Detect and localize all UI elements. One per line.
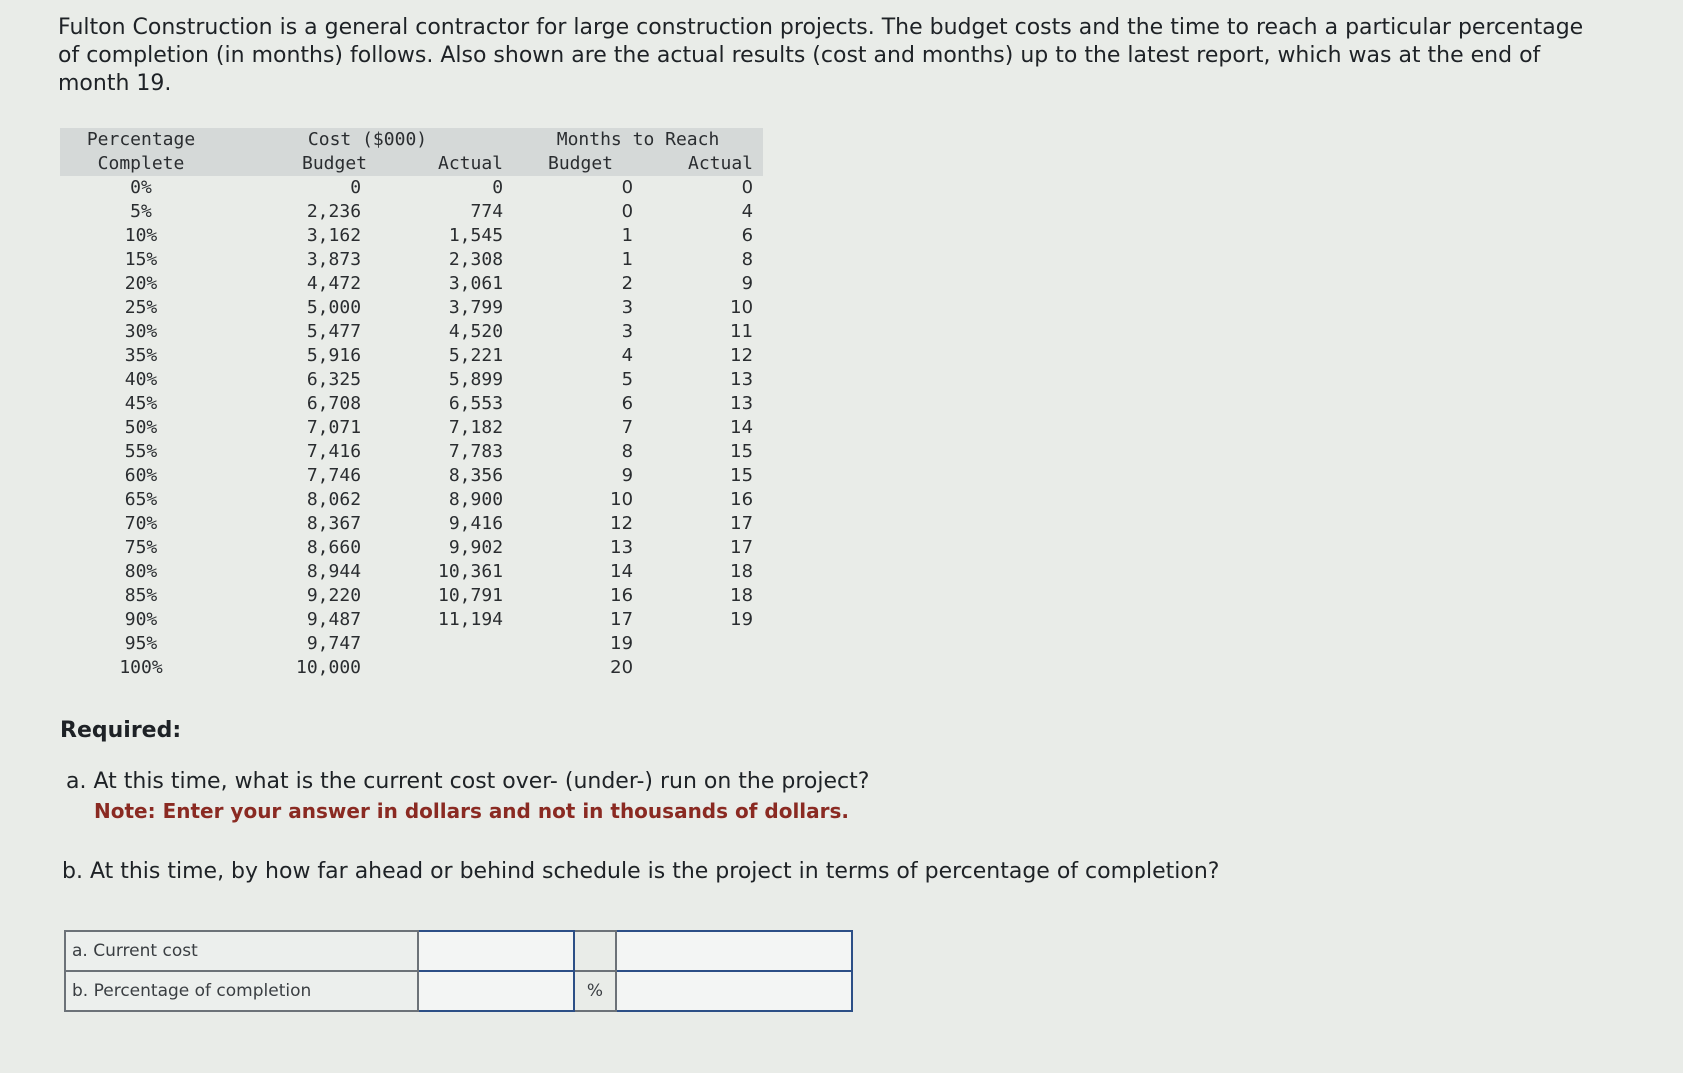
question-a-note: Note: Enter your answer in dollars and not in thousands of dollars. bbox=[94, 799, 850, 823]
cost-budget-header: Budget bbox=[222, 152, 373, 176]
actual-months-cell: 18 bbox=[730, 585, 754, 606]
percentage-cell: 10% bbox=[124, 225, 158, 246]
budget-cost-cell: 8,062 bbox=[306, 489, 362, 510]
actual-cost-cell: 4,520 bbox=[448, 321, 504, 342]
months-budget-header: Budget bbox=[513, 152, 643, 176]
budget-cost-cell: 8,367 bbox=[306, 513, 362, 534]
table-row bbox=[60, 344, 763, 368]
budget-months-cell: 0 bbox=[621, 201, 634, 222]
budget-cost-cell: 3,162 bbox=[306, 225, 362, 246]
actual-cost-cell: 10,361 bbox=[438, 561, 504, 582]
budget-cost-cell: 5,477 bbox=[306, 321, 362, 342]
actual-cost-cell bbox=[373, 632, 513, 656]
percent-unit: % bbox=[574, 971, 616, 1011]
table-row bbox=[60, 224, 763, 248]
actual-cost-cell: 8,900 bbox=[448, 489, 504, 510]
header-row-2 bbox=[60, 152, 763, 176]
actual-months-cell: 18 bbox=[730, 561, 754, 582]
budget-cost-cell: 3,873 bbox=[306, 249, 362, 270]
table-row bbox=[60, 464, 763, 488]
budget-months-cell: 5 bbox=[621, 369, 634, 390]
actual-months-cell: 6 bbox=[741, 225, 754, 246]
percentage-answer-cell bbox=[616, 971, 852, 1011]
percentage-cell: 35% bbox=[124, 345, 158, 366]
percentage-cell: 15% bbox=[124, 249, 158, 270]
cost-group-header: Cost ($000) bbox=[222, 128, 513, 152]
actual-cost-cell: 7,182 bbox=[448, 417, 504, 438]
table-row bbox=[60, 536, 763, 560]
actual-cost-cell: 11,194 bbox=[438, 609, 504, 630]
budget-cost-cell: 6,325 bbox=[306, 369, 362, 390]
table-row bbox=[60, 584, 763, 608]
table-row bbox=[60, 200, 763, 224]
budget-cost-cell: 5,916 bbox=[306, 345, 362, 366]
budget-cost-cell: 9,747 bbox=[306, 633, 362, 654]
actual-cost-cell: 3,061 bbox=[448, 273, 504, 294]
budget-months-cell: 17 bbox=[610, 609, 634, 630]
actual-cost-cell bbox=[373, 656, 513, 680]
budget-cost-cell: 8,944 bbox=[306, 561, 362, 582]
percentage-cell: 80% bbox=[124, 561, 158, 582]
actual-months-cell: 19 bbox=[730, 609, 754, 630]
budget-cost-cell: 7,416 bbox=[306, 441, 362, 462]
percentage-answer-input[interactable] bbox=[619, 977, 849, 1005]
budget-months-cell: 3 bbox=[621, 321, 634, 342]
budget-months-cell: 3 bbox=[621, 297, 634, 318]
actual-cost-cell: 10,791 bbox=[438, 585, 504, 606]
actual-months-cell bbox=[643, 656, 763, 680]
budget-cost-cell: 10,000 bbox=[296, 657, 362, 678]
actual-months-cell: 12 bbox=[730, 345, 754, 366]
table-row bbox=[60, 272, 763, 296]
actual-cost-cell: 1,545 bbox=[448, 225, 504, 246]
percentage-cell: 30% bbox=[124, 321, 158, 342]
actual-months-cell: 15 bbox=[730, 441, 754, 462]
budget-months-cell: 16 bbox=[610, 585, 634, 606]
table-row bbox=[60, 488, 763, 512]
required-title: Required: bbox=[60, 718, 182, 743]
budget-months-cell: 2 bbox=[621, 273, 634, 294]
percentage-cell: 60% bbox=[124, 465, 158, 486]
header-row-1 bbox=[60, 128, 763, 152]
answer-row-current-cost bbox=[65, 931, 852, 971]
percentage-cell: 75% bbox=[124, 537, 158, 558]
current-cost-answer-input[interactable] bbox=[619, 937, 849, 965]
problem-intro: Fulton Construction is a general contractor for large construction projects. The budget costs and the time to reach a particular percentage of completion (in months) follows. Also shown are the actual results (cost and months) up to the latest report, which was at the end of month 19. bbox=[58, 15, 1584, 96]
percentage-cell: 40% bbox=[124, 369, 158, 390]
budget-cost-cell: 5,000 bbox=[306, 297, 362, 318]
table-row bbox=[60, 560, 763, 584]
budget-months-cell: 8 bbox=[621, 441, 634, 462]
current-cost-answer-cell bbox=[616, 931, 852, 971]
table-row bbox=[60, 440, 763, 464]
table-body bbox=[60, 176, 763, 680]
table-row bbox=[60, 656, 763, 680]
table-row bbox=[60, 392, 763, 416]
table-row bbox=[60, 248, 763, 272]
budget-cost-cell: 7,746 bbox=[306, 465, 362, 486]
budget-cost-cell: 8,660 bbox=[306, 537, 362, 558]
percentage-cell: 50% bbox=[124, 417, 158, 438]
budget-cost-cell: 9,487 bbox=[306, 609, 362, 630]
actual-cost-cell: 6,553 bbox=[448, 393, 504, 414]
percentage-cell: 25% bbox=[124, 297, 158, 318]
months-actual-header: Actual bbox=[643, 152, 763, 176]
answer-row-percentage bbox=[65, 971, 852, 1011]
actual-months-cell: 17 bbox=[730, 537, 754, 558]
actual-cost-cell: 9,902 bbox=[448, 537, 504, 558]
current-cost-input-cell bbox=[418, 931, 574, 971]
budget-months-cell: 7 bbox=[621, 417, 634, 438]
current-cost-input[interactable] bbox=[421, 937, 571, 965]
percentage-cell: 100% bbox=[119, 657, 163, 678]
percentage-cell: 85% bbox=[124, 585, 158, 606]
budget-months-cell: 19 bbox=[610, 633, 634, 654]
actual-months-cell: 0 bbox=[741, 177, 754, 198]
percentage-cell: 55% bbox=[124, 441, 158, 462]
budget-months-cell: 13 bbox=[610, 537, 634, 558]
percentage-cell: 0% bbox=[130, 177, 152, 198]
percentage-cell: 20% bbox=[124, 273, 158, 294]
budget-cost-cell: 2,236 bbox=[306, 201, 362, 222]
actual-cost-cell: 7,783 bbox=[448, 441, 504, 462]
actual-cost-cell: 774 bbox=[470, 201, 504, 222]
budget-months-cell: 4 bbox=[621, 345, 634, 366]
actual-months-cell: 17 bbox=[730, 513, 754, 534]
actual-months-cell: 4 bbox=[741, 201, 754, 222]
percentage-input-cell bbox=[418, 971, 574, 1011]
actual-cost-cell: 0 bbox=[492, 177, 504, 198]
question-a: a. At this time, what is the current cost over- (under-) run on the project? bbox=[66, 769, 870, 794]
budget-cost-cell: 0 bbox=[350, 177, 362, 198]
actual-months-cell: 13 bbox=[730, 393, 754, 414]
actual-months-cell: 11 bbox=[730, 321, 754, 342]
budget-months-cell: 14 bbox=[610, 561, 634, 582]
complete-header: Complete bbox=[60, 152, 222, 176]
actual-months-cell bbox=[643, 632, 763, 656]
current-cost-unit-cell bbox=[574, 931, 616, 971]
table-row bbox=[60, 320, 763, 344]
budget-months-cell: 0 bbox=[621, 177, 634, 198]
actual-months-cell: 9 bbox=[741, 273, 754, 294]
percentage-cell: 70% bbox=[124, 513, 158, 534]
current-cost-label: a. Current cost bbox=[65, 931, 418, 971]
percentage-input[interactable] bbox=[421, 977, 571, 1005]
actual-months-cell: 15 bbox=[730, 465, 754, 486]
table-row bbox=[60, 296, 763, 320]
answer-table bbox=[64, 930, 853, 1012]
budget-cost-cell: 7,071 bbox=[306, 417, 362, 438]
actual-cost-cell: 3,799 bbox=[448, 297, 504, 318]
budget-months-cell: 12 bbox=[610, 513, 634, 534]
budget-cost-cell: 6,708 bbox=[306, 393, 362, 414]
question-b: b. At this time, by how far ahead or behind schedule is the project in terms of percentage of completion? bbox=[62, 859, 1220, 884]
percentage-header: Percentage bbox=[60, 128, 222, 152]
budget-months-cell: 10 bbox=[610, 489, 634, 510]
actual-cost-cell: 9,416 bbox=[448, 513, 504, 534]
budget-months-cell: 6 bbox=[621, 393, 634, 414]
actual-months-cell: 8 bbox=[741, 249, 754, 270]
budget-cost-cell: 9,220 bbox=[306, 585, 362, 606]
table-row bbox=[60, 512, 763, 536]
budget-months-cell: 20 bbox=[610, 657, 634, 678]
budget-months-cell: 1 bbox=[621, 225, 634, 246]
months-group-header: Months to Reach bbox=[513, 128, 763, 152]
actual-cost-cell: 2,308 bbox=[448, 249, 504, 270]
table-row bbox=[60, 608, 763, 632]
table-row bbox=[60, 416, 763, 440]
budget-cost-cell: 4,472 bbox=[306, 273, 362, 294]
actual-months-cell: 13 bbox=[730, 369, 754, 390]
table-row bbox=[60, 368, 763, 392]
percentage-cell: 90% bbox=[124, 609, 158, 630]
percentage-cell: 95% bbox=[124, 633, 158, 654]
actual-months-cell: 10 bbox=[730, 297, 754, 318]
percentage-cell: 45% bbox=[124, 393, 158, 414]
percentage-cell: 65% bbox=[124, 489, 158, 510]
percentage-label: b. Percentage of completion bbox=[65, 971, 418, 1011]
actual-cost-cell: 8,356 bbox=[448, 465, 504, 486]
table-row bbox=[60, 632, 763, 656]
percentage-cell: 5% bbox=[130, 201, 152, 222]
budget-months-cell: 9 bbox=[621, 465, 634, 486]
actual-cost-cell: 5,221 bbox=[448, 345, 504, 366]
cost-schedule-table bbox=[60, 128, 763, 680]
actual-months-cell: 16 bbox=[730, 489, 754, 510]
actual-months-cell: 14 bbox=[730, 417, 754, 438]
cost-actual-header: Actual bbox=[373, 152, 513, 176]
actual-cost-cell: 5,899 bbox=[448, 369, 504, 390]
budget-months-cell: 1 bbox=[621, 249, 634, 270]
table-row bbox=[60, 176, 763, 200]
